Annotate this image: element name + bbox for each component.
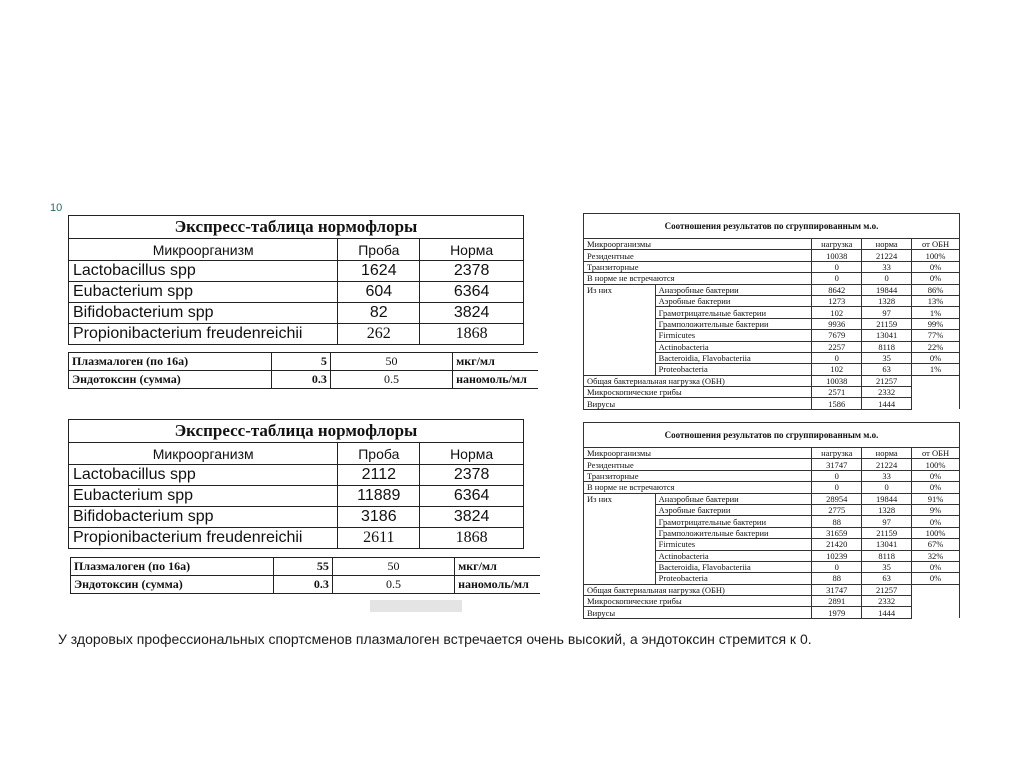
load-value: 1273 [812,295,862,306]
slide-marker: 10 [50,202,63,214]
row-label: В норме не встречаются [584,482,812,493]
load-value: 1586 [812,398,862,409]
load-value: 31659 [812,527,862,538]
pct-value: 0% [912,273,960,284]
table-row [69,507,524,528]
organism-name: Bifidobacterium spp [69,507,338,528]
empty-cell [912,584,960,595]
flora-title: Экспресс-таблица нормофлоры [69,420,524,443]
norm-value: 2378 [420,261,524,282]
table-row [584,387,960,398]
sample-value: 604 [338,282,420,303]
load-value: 0 [812,273,862,284]
norm-value: 2332 [862,596,912,607]
pct-value: 77% [912,330,960,341]
col-header-norm: Норма [420,443,524,465]
organism-name: Eubacterium spp [69,282,338,303]
organism-name: Propionibacterium freudenreichii [69,324,338,345]
norm-value: 19844 [862,493,912,504]
endotoxin-value: 0.3 [272,371,331,389]
table-row [69,528,524,549]
load-value: 2571 [812,387,862,398]
norm-value: 33 [862,470,912,481]
row-label: Резидентные [584,250,812,261]
norm-value: 1328 [862,295,912,306]
table-row [71,558,541,576]
load-value: 10038 [812,375,862,386]
row-label: Actinobacteria [655,550,812,561]
norm-value: 0 [862,482,912,493]
norm-value: 2332 [862,387,912,398]
norm-value: 1868 [420,324,524,345]
organism-name: Bifidobacterium spp [69,303,338,324]
row-label: Bacteroidia, Flavobacteriia [655,352,812,363]
row-label: Грамположительные бактерии [655,527,812,538]
col-header-pct: от ОБН [912,239,960,250]
flora-table-1 [68,215,524,345]
endotoxin-norm: 0.5 [332,576,454,594]
norm-value: 6364 [420,282,524,303]
empty-cell [912,398,960,409]
load-value: 21420 [812,539,862,550]
row-label: Транзиторные [584,261,812,272]
norm-value: 63 [862,573,912,584]
plasma-table-2 [70,557,540,594]
row-label: Вирусы [584,398,812,409]
pct-value: 100% [912,527,960,538]
row-label: В норме не встречаются [584,273,812,284]
col-header-sample: Проба [338,239,420,261]
organism-name: Lactobacillus spp [69,261,338,282]
pct-value: 0% [912,573,960,584]
norm-value: 35 [862,352,912,363]
pct-value: 0% [912,516,960,527]
plasmalogen-norm: 50 [332,558,454,576]
table-header-row [584,448,960,459]
endotoxin-label: Эндотоксин (сумма) [71,576,274,594]
pct-value: 0% [912,470,960,481]
empty-cell [912,387,960,398]
col-header-organisms: Микроорганизмы [584,448,812,459]
group-table-2 [583,422,960,619]
group-label: Из них [584,493,656,584]
pct-value: 100% [912,459,960,470]
load-value: 10038 [812,250,862,261]
table-row [584,273,960,284]
table-row [584,375,960,386]
table-row [584,398,960,409]
load-value: 31747 [812,459,862,470]
endotoxin-unit: наномоль/мл [453,371,538,389]
norm-value: 97 [862,516,912,527]
row-label: Микроскопические грибы [584,387,812,398]
load-value: 1979 [812,607,862,618]
row-label: Вирусы [584,607,812,618]
col-header-organisms: Микроорганизмы [584,239,812,250]
norm-value: 21257 [862,584,912,595]
row-label: Общая бактериальная нагрузка (ОБН) [584,584,812,595]
endotoxin-value: 0.3 [274,576,333,594]
table-row [69,465,524,486]
load-value: 2775 [812,504,862,515]
pct-value: 99% [912,318,960,329]
sample-value: 2112 [338,465,420,486]
pct-value: 32% [912,550,960,561]
norm-value: 6364 [420,486,524,507]
sample-value: 2611 [338,528,420,549]
norm-value: 2378 [420,465,524,486]
pct-value: 22% [912,341,960,352]
norm-value: 8118 [862,341,912,352]
norm-value: 21224 [862,250,912,261]
col-header-pct: от ОБН [912,448,960,459]
row-label: Аэробные бактерии [655,504,812,515]
plasmalogen-value: 55 [274,558,333,576]
plasmalogen-unit: мкг/мл [455,558,540,576]
norm-value: 21224 [862,459,912,470]
load-value: 9936 [812,318,862,329]
pct-value: 0% [912,352,960,363]
table-row [584,584,960,595]
pct-value: 9% [912,504,960,515]
endotoxin-norm: 0.5 [330,371,452,389]
row-label: Аэробные бактерии [655,295,812,306]
gray-placeholder-bar [370,600,462,612]
col-header-norm: норма [862,448,912,459]
row-label: Анаэробные бактерии [655,284,812,295]
table-row [71,576,541,594]
flora-table-2 [68,419,524,549]
row-label: Proteobacteria [655,364,812,375]
load-value: 102 [812,364,862,375]
row-label: Actinobacteria [655,341,812,352]
row-label: Резидентные [584,459,812,470]
empty-cell [912,596,960,607]
pct-value: 91% [912,493,960,504]
plasmalogen-label: Плазмалоген (по 16а) [69,353,272,371]
col-header-norm: норма [862,239,912,250]
norm-value: 33 [862,261,912,272]
plasmalogen-label: Плазмалоген (по 16а) [71,558,274,576]
pct-value: 67% [912,539,960,550]
plasmalogen-norm: 50 [330,353,452,371]
endotoxin-label: Эндотоксин (сумма) [69,371,272,389]
table-row [584,493,960,504]
table-row [584,284,960,295]
load-value: 0 [812,482,862,493]
organism-name: Eubacterium spp [69,486,338,507]
pct-value: 86% [912,284,960,295]
group-title: Соотношения результатов по сгруппированным м.о. [584,214,960,239]
norm-value: 35 [862,561,912,572]
norm-value: 1444 [862,398,912,409]
load-value: 7679 [812,330,862,341]
norm-value: 97 [862,307,912,318]
norm-value: 1328 [862,504,912,515]
sample-value: 3186 [338,507,420,528]
row-label: Firmicutes [655,539,812,550]
load-value: 28954 [812,493,862,504]
pct-value: 13% [912,295,960,306]
row-label: Грамотрицательные бактерии [655,307,812,318]
load-value: 0 [812,352,862,363]
norm-value: 21159 [862,527,912,538]
load-value: 0 [812,261,862,272]
norm-value: 21159 [862,318,912,329]
table-row [69,324,524,345]
row-label: Общая бактериальная нагрузка (ОБН) [584,375,812,386]
norm-value: 13041 [862,330,912,341]
row-label: Bacteroidia, Flavobacteriia [655,561,812,572]
row-label: Грамположительные бактерии [655,318,812,329]
plasma-table-1 [68,352,538,389]
row-label: Анаэробные бактерии [655,493,812,504]
col-header-sample: Проба [338,443,420,465]
table-row [584,470,960,481]
load-value: 88 [812,573,862,584]
col-header-organism: Микроорганизм [69,443,338,465]
organism-name: Lactobacillus spp [69,465,338,486]
plasmalogen-unit: мкг/мл [453,353,538,371]
empty-cell [912,607,960,618]
load-value: 10239 [812,550,862,561]
table-row [584,607,960,618]
row-label: Микроскопические грибы [584,596,812,607]
table-row [584,596,960,607]
sample-value: 1624 [338,261,420,282]
norm-value: 8118 [862,550,912,561]
sample-value: 11889 [338,486,420,507]
norm-value: 0 [862,273,912,284]
table-row [69,303,524,324]
load-value: 0 [812,470,862,481]
norm-value: 1868 [420,528,524,549]
sample-value: 82 [338,303,420,324]
table-row [584,459,960,470]
group-table-1 [583,213,960,410]
table-header-row [584,239,960,250]
flora-title: Экспресс-таблица нормофлоры [69,216,524,239]
row-label: Proteobacteria [655,573,812,584]
table-row [584,250,960,261]
col-header-load: нагрузка [812,239,862,250]
organism-name: Propionibacterium freudenreichii [69,528,338,549]
slide-caption: У здоровых профессиональных спортсменов плазмалоген встречается очень высокий, а эндотоксин стремится к 0. [58,631,812,647]
load-value: 2891 [812,596,862,607]
col-header-norm: Норма [420,239,524,261]
load-value: 88 [812,516,862,527]
endotoxin-unit: наномоль/мл [455,576,540,594]
pct-value: 1% [912,307,960,318]
table-row [584,261,960,272]
table-row [584,482,960,493]
pct-value: 0% [912,561,960,572]
norm-value: 63 [862,364,912,375]
pct-value: 0% [912,261,960,272]
load-value: 8642 [812,284,862,295]
table-row [69,486,524,507]
load-value: 2257 [812,341,862,352]
load-value: 102 [812,307,862,318]
load-value: 31747 [812,584,862,595]
pct-value: 100% [912,250,960,261]
table-row [69,353,539,371]
norm-value: 1444 [862,607,912,618]
plasmalogen-value: 5 [272,353,331,371]
load-value: 0 [812,561,862,572]
group-title: Соотношения результатов по сгруппированным м.о. [584,423,960,448]
table-row [69,282,524,303]
row-label: Грамотрицательные бактерии [655,516,812,527]
table-row [69,261,524,282]
norm-value: 21257 [862,375,912,386]
norm-value: 19844 [862,284,912,295]
norm-value: 3824 [420,507,524,528]
col-header-load: нагрузка [812,448,862,459]
empty-cell [912,375,960,386]
norm-value: 3824 [420,303,524,324]
pct-value: 0% [912,482,960,493]
table-row [69,371,539,389]
group-label: Из них [584,284,656,375]
col-header-organism: Микроорганизм [69,239,338,261]
row-label: Firmicutes [655,330,812,341]
norm-value: 13041 [862,539,912,550]
row-label: Транзиторные [584,470,812,481]
pct-value: 1% [912,364,960,375]
sample-value: 262 [338,324,420,345]
